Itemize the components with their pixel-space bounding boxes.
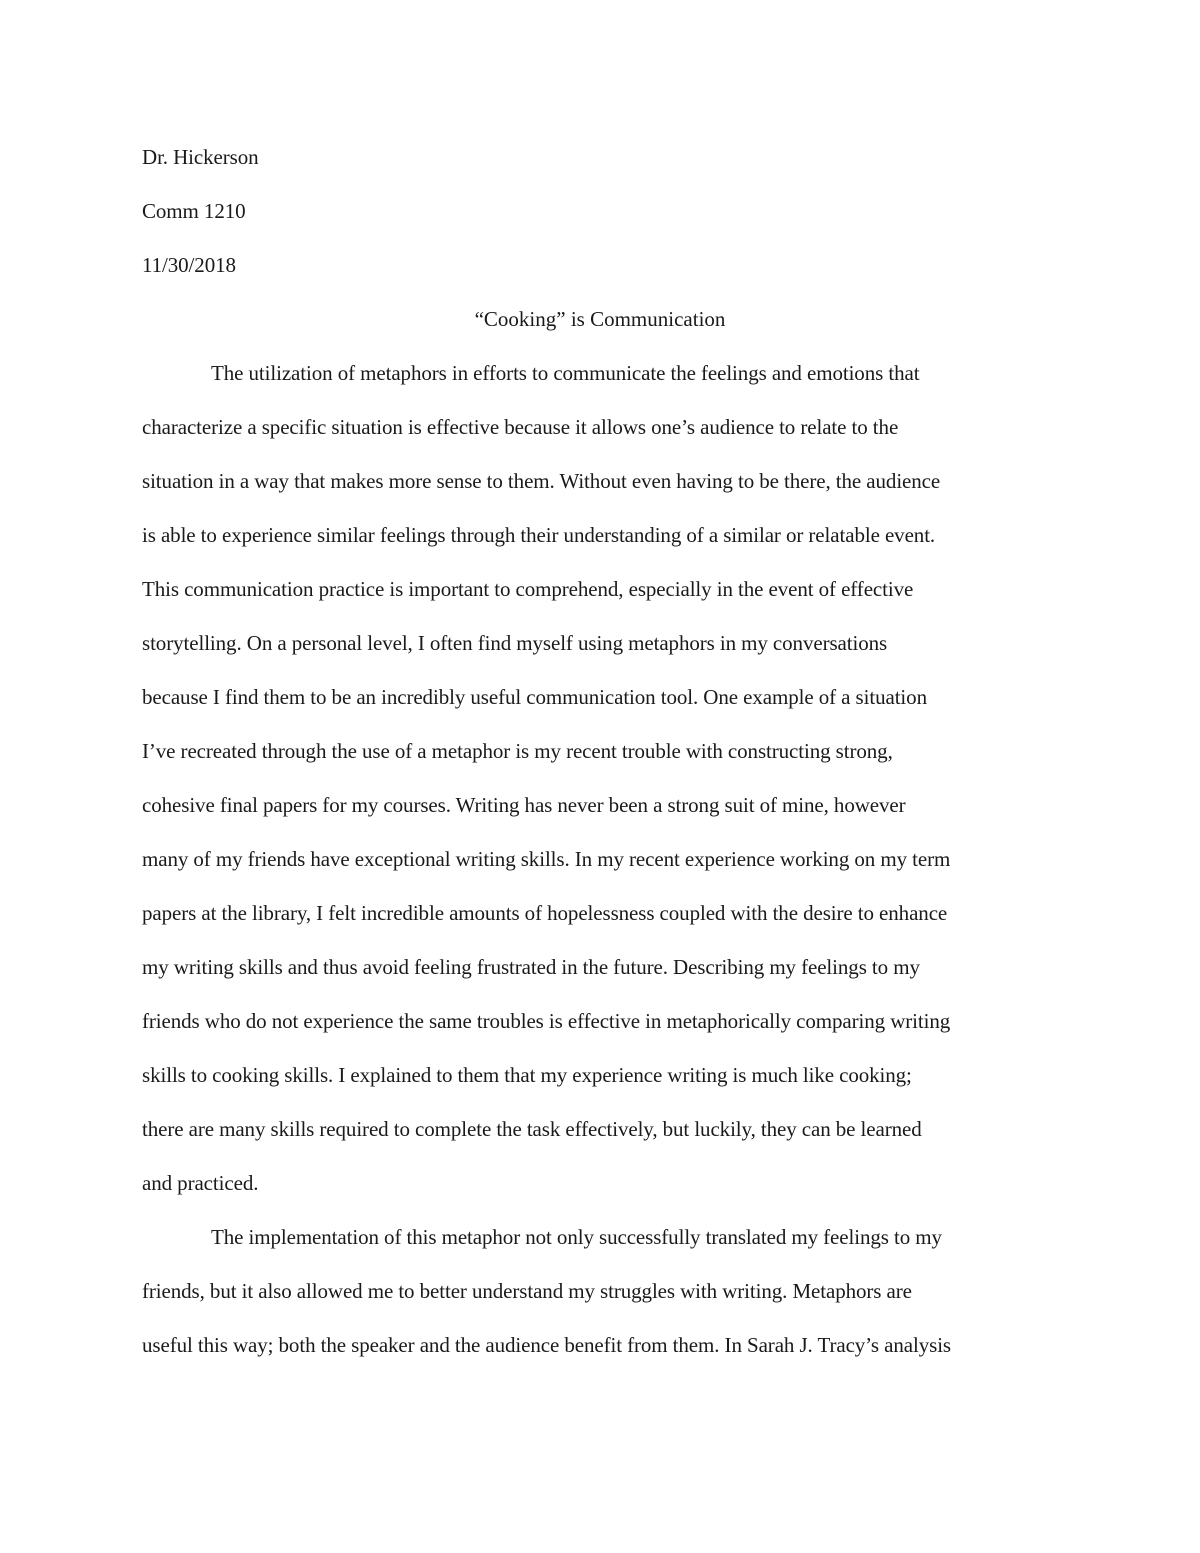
text-line: friends who do not experience the same troubles is effective in metaphorically comparing writing — [142, 1009, 951, 1033]
text-line: and practiced. — [142, 1171, 259, 1195]
text-line: characterize a specific situation is effective because it allows one’s audience to relate to the — [142, 415, 899, 439]
text-line: is able to experience similar feelings through their understanding of a similar or relatable event. — [142, 523, 936, 547]
text-line: The implementation of this metaphor not only successfully translated my feelings to my — [211, 1225, 942, 1249]
text-line: storytelling. On a personal level, I often find myself using metaphors in my conversations — [142, 631, 888, 655]
course-name: Comm 1210 — [142, 199, 246, 223]
instructor-name: Dr. Hickerson — [142, 145, 259, 169]
text-line: my writing skills and thus avoid feeling frustrated in the future. Describing my feelings to my — [142, 955, 920, 979]
text-line: because I find them to be an incredibly useful communication tool. One example of a situation — [142, 685, 927, 709]
text-line: skills to cooking skills. I explained to them that my experience writing is much like cooking; — [142, 1063, 912, 1087]
text-line: papers at the library, I felt incredible amounts of hopelessness coupled with the desire to enhance — [142, 901, 948, 925]
text-line: friends, but it also allowed me to better understand my struggles with writing. Metaphors are — [142, 1279, 912, 1303]
text-line: The utilization of metaphors in efforts to communicate the feelings and emotions that — [211, 361, 920, 385]
text-line: This communication practice is important to comprehend, especially in the event of effective — [142, 577, 914, 601]
essay-title: “Cooking” is Communication — [474, 307, 726, 331]
text-line: cohesive final papers for my courses. Writing has never been a strong suit of mine, however — [142, 793, 906, 817]
text-line: I’ve recreated through the use of a metaphor is my recent trouble with constructing strong, — [142, 739, 893, 763]
text-line: useful this way; both the speaker and the audience benefit from them. In Sarah J. Tracy’s analysis — [142, 1333, 951, 1357]
text-line: there are many skills required to complete the task effectively, but luckily, they can be learned — [142, 1117, 922, 1141]
text-line: situation in a way that makes more sense to them. Without even having to be there, the audience — [142, 469, 941, 493]
document-date: 11/30/2018 — [142, 253, 236, 277]
text-line: many of my friends have exceptional writing skills. In my recent experience working on my term — [142, 847, 951, 871]
